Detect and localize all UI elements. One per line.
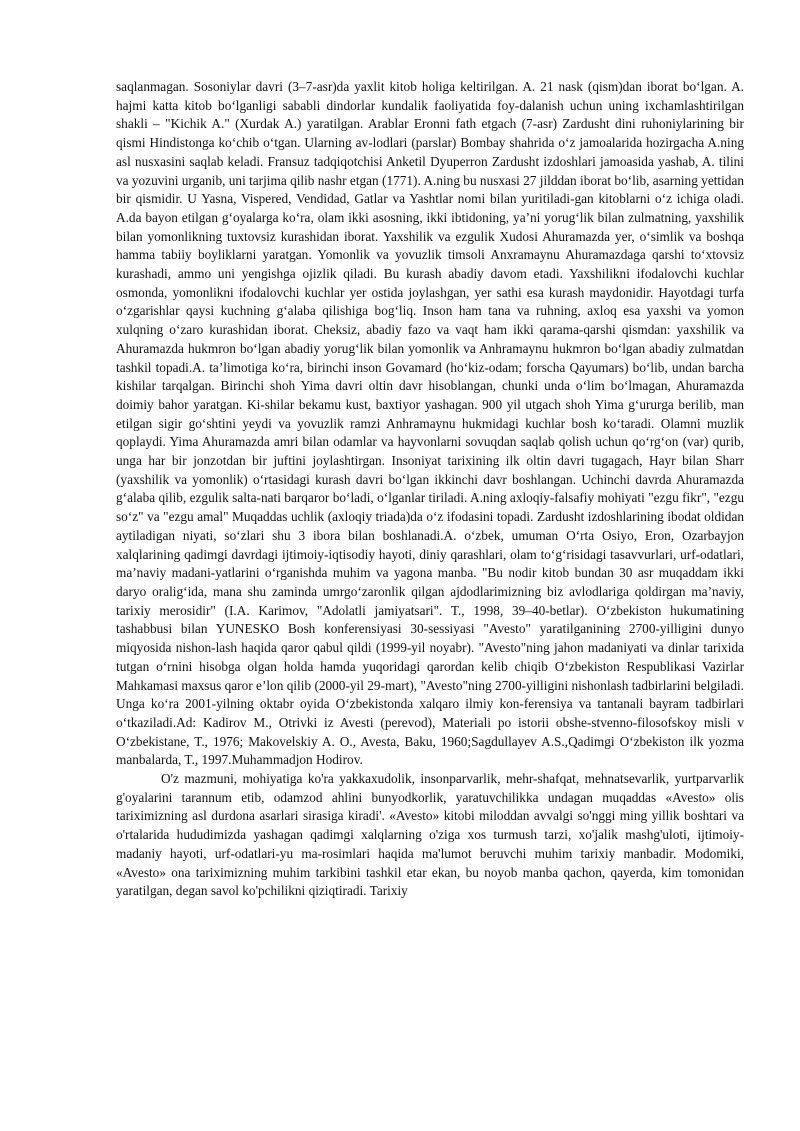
paragraph-avesto-significance: O'z mazmuni, mohiyatiga ko'ra yakkaxudolik, insonparvarlik, mehr-shafqat, mehnatsevarlik, yurtparvarlik g'oyalarini tarannum etib, odamzod ahlini bunyodkorlik, yaratuvchilikka undagan muqaddas «Avesto» olis tariximizning asl durdona asarlari sirasiga kiradi'. «Avesto» kitobi miloddan avvalgi so'nggi ming yillik boshtari va o'rtalarida hududimizda yashagan qadimgi xalqlarning o'ziga xos turmush tarzi, xo'jalik mashg'uloti, ijtimoiy-madaniy hayoti, urf-odatlari-yu ma-rosimlari haqida ma'lumot beruvchi muhim tarixiy manbadir. Modomiki, «Avesto» ona tariximizning muhim tarkibini tashkil etar ekan, bu noyob manba qachon, qayerda, kim tomonidan yaratilgan, degan savol ko'pchilikni qiziqtiradi. Tarixiy xyxy=(116,771,744,899)
paragraph-avesto-history: saqlanmagan. Sosoniylar davri (3–7-asr)da yaxlit kitob holiga keltirilgan. A. 21 nask (qism)dan iborat bo‘lgan. A. hajmi katta kitob bo‘lganligi sababli dindorlar kundalik faoliyatida foy-dalanish uchun uning ixchamlashtirilgan shakli – "Kichik A." (Xurdak A.) yaratilgan. Arablar Eronni fath etgach (7-asr) Zardusht dini ruhoniylarining bir qismi Hindistonga ko‘chib o‘tgan. Ularning av-lodlari (parslar) Bombay shahrida o‘z jamoalarida hozirgacha A.ning asl nusxasini saqlab keladi. Fransuz tadqiqotchisi Anketil Dyuperron Zardusht izdoshlari jamoasida yashab, A. tilini va yozuvini urganib, uni tarjima qilib nashr etgan (1771). A.ning bu nusxasi 27 jilddan iborat bo‘lib, asarning yettidan bir qismidir. U Yasna, Vispered, Vendidad, Gatlar va Yashtlar nomi bilan yuritiladi-gan kitoblarni o‘z ichiga oladi. A.da bayon etilgan g‘oyalarga ko‘ra, olam ikki asosning, ikki ibtidoning, ya’ni yorug‘lik bilan zulmatning, yaxshilik bilan yomonlikning tuxtovsiz kurashidan iborat. Yaxshilik va ezgulik Xudosi Ahuramazda yer, o‘simlik va boshqa hamma tabiiy boyliklarni yaratgan. Yomonlik va yovuzlik timsoli Anxramaynu Ahuramazdaga qarshi to‘xtovsiz kurashadi, ammo uni yengishga ojizlik qiladi. Bu kurash abadiy davom etadi. Yaxshilikni ifodalovchi kuchlar osmonda, yomonlikni ifodalovchi kuchlar yer ostida joylashgan, yer sathi esa kurash maydonidir. Hayotdagi turfa o‘zgarishlar qaysi kuchning g‘alaba qilishiga bog‘liq. Inson ham tana va ruhning, axloq esa yaxshi va yomon xulqning o‘zaro kurashidan iborat. Cheksiz, abadiy fazo va vaqt ham ikki qarama-qarshi qismdan: yaxshilik va Ahuramazda hukmron bo‘lgan abadiy yorug‘lik bilan yomonlik va Anhramaynu hukmron bo‘lgan abadiy zulmatdan tashkil topadi.A. ta’limotiga ko‘ra, birinchi inson Govamard (ho‘kiz-odam; forscha Qayumars) bo‘lib, undan barcha kishilar tarqalgan. Birinchi shoh Yima davri oltin davr hisoblangan, chunki unda o‘lim bo‘lmagan, Ahuramazda doimiy bahor yaratgan. Ki-shilar bekamu kust, baxtiyor yashagan. 900 yil utgach shoh Yima g‘ururga berilib, man etilgan sigir go‘shtini yeydi va yovuzlik ramzi Anhramaynu hukmidagi kuchlar bosh ko‘taradi. Olamni muzlik qoplaydi. Yima Ahuramazda amri bilan odamlar va hayvonlarni sovuqdan saqlab qolish uchun qo‘rg‘on (var) qurib, unga har bir jonzotdan bir juftini joylashtirgan. Insoniyat tarixining ilk oltin davri tugagach, Hayr bilan Sharr (yaxshilik va yomonlik) o‘rtasidagi kurash davri bo‘lgan ikkinchi davr boshlangan. Uchinchi davrda Ahuramazda g‘alaba qilib, ezgulik salta-nati barqaror bo‘ladi, o‘lganlar tiriladi. A.ning axloqiy-falsafiy mohiyati "ezgu fikr", "ezgu so‘z" va "ezgu amal" Muqaddas uchlik (axloqiy triada)da o‘z ifodasini topadi. Zardusht izdoshlarining ibodat oldidan aytiladigan niyati, so‘zlari shu 3 ibora bilan boshlanadi.A. o‘zbek, umuman O‘rta Osiyo, Eron, Ozarbayjon xalqlarining qadimgi davrdagi ijtimoiy-iqtisodiy hayoti, diniy qarashlari, olam to‘g‘risidagi tasavvurlari, urf-odatlari, ma’naviy madani-yatlarini o‘rganishda muhim va yagona manba. "Bu nodir kitob bundan 30 asr muqaddam ikki daryo oralig‘ida, mana shu zaminda umrgo‘zaronlik qilgan ajdodlarimizning biz avlodlariga qoldirgan ma’naviy, tarixiy merosidir" (I.A. Karimov, "Adolatli jamiyatsari". T., 1998, 39–40-betlar). O‘zbekiston hukumatining tashabbusi bilan YUNESKO Bosh konferensiyasi 30-sessiyasi "Avesto" yaratilganining 2700-yilligini dunyo miqyosida nishon-lash haqida qaror qabul qildi (1999-yil noyabr). "Avesto"ning jahon madaniyati va dinlar tarixida tutgan o‘rnini hisobga olgan holda hamda yuqoridagi qarordan kelib chiqib O‘zbekiston Respublikasi Vazirlar Mahkamasi maxsus qaror e’lon qilib (2000-yil 29-mart), "Avesto"ning 2700-yilligini nishonlash tadbirlarini belgiladi. Unga ko‘ra 2001-yilning oktabr oyida O‘zbekistonda xalqaro ilmiy kon-ferensiya va tantanali bayram tadbirlari o‘tkaziladi.Ad: Kadirov M., Otrivki iz Avesti (perevod), Materiali po istorii obshe-stvenno-filosofskoy misli v O‘zbekistane, T., 1976; Makovelskiy A. O., Avesta, Baku, 1960;Sagdullayev A.S.,Qadimgi O‘zbekiston ilk yozma manbalarda, T., 1997.Muhammadjon Hodirov. xyxy=(116,79,744,768)
document-body xyxy=(116,78,744,901)
